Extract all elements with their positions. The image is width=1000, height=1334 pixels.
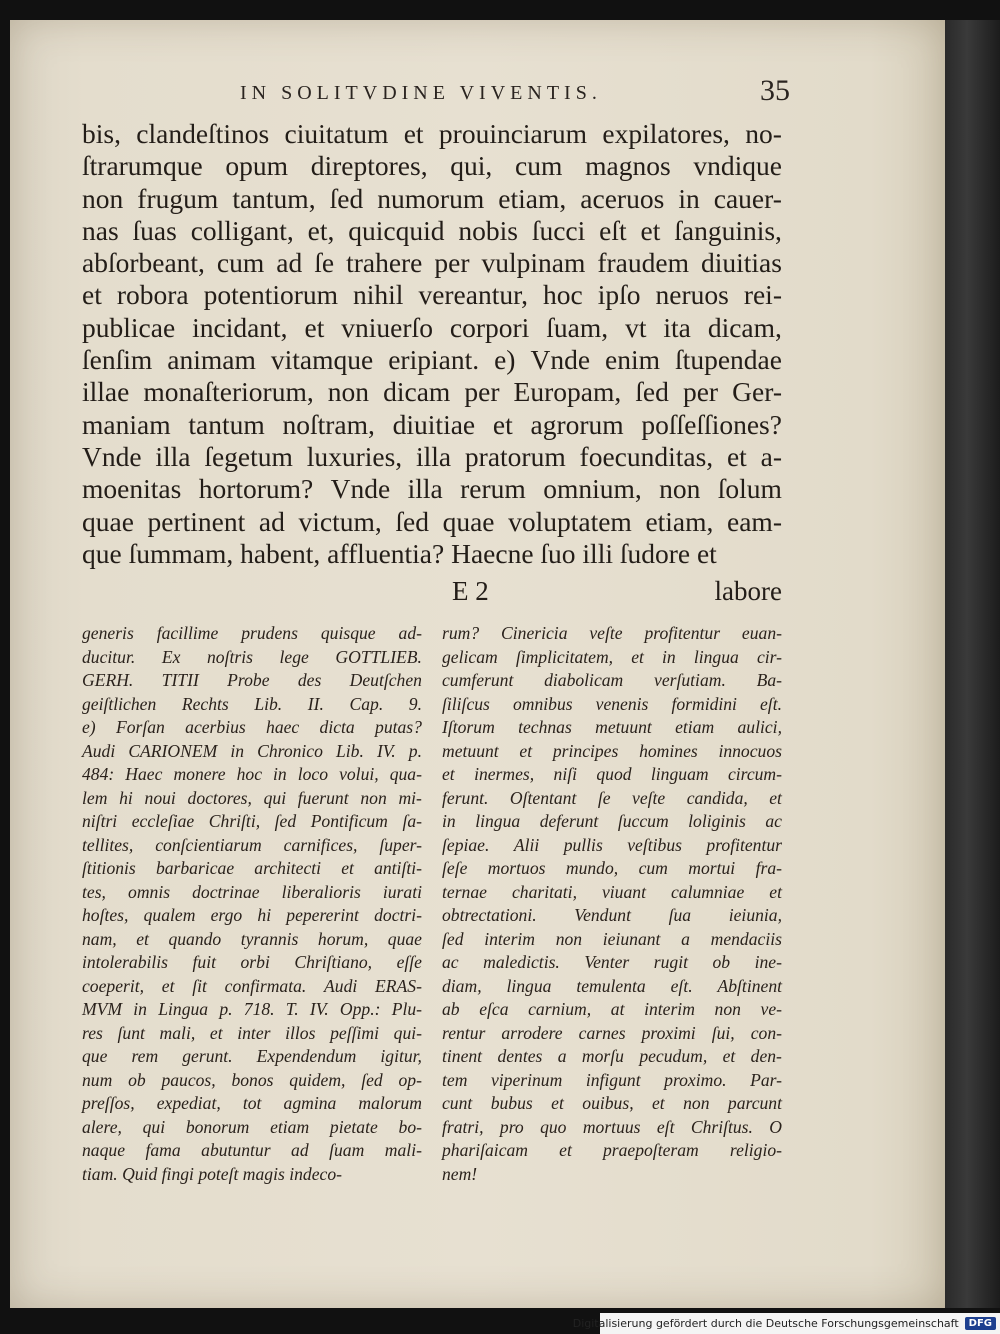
footnote-line: in lingua deferunt ſuccum loliginis ac <box>442 811 782 831</box>
text-line: non frugum tantum, ſed numorum etiam, aceruos in cauer- <box>82 182 782 214</box>
footnote-column-left <box>82 622 422 1186</box>
footnote-line: res ſunt mali, et inter illos peſſimi qui- <box>82 1022 422 1043</box>
footnote-line: ferunt. Oſtentant ſe veſte candida, et <box>442 787 782 808</box>
footnote-line: num ob paucos, bonos quidem, ſed op- <box>82 1069 422 1090</box>
text-line: maniam tantum noſtram, diuitiae et agrorum poſſeſſiones? <box>82 408 782 440</box>
footnote-line: ſed interim non ieiunant a mendaciis <box>442 928 782 949</box>
credit-text: Digitalisierung gefördert durch die Deutsche Forschungsgemeinschaft <box>572 1317 959 1330</box>
footnote-line: GERH. TITII Probe des Deutſchen <box>82 670 422 690</box>
text-line: bis, clandeſtinos ciuitatum et prouinciarum expilatores, no- <box>82 118 782 149</box>
footnote-line: obtrectationi. Vendunt ſua ieiunia, <box>442 905 782 925</box>
footnote-line: ac maledictis. Venter rugit ob ine- <box>442 952 782 972</box>
footnote-line: MVM in Lingua p. 718. T. IV. Opp.: Plu- <box>82 999 422 1019</box>
footnote-line: ternae charitati, viuant calumniae et <box>442 881 782 902</box>
footnote-line: Audi CARIONEM in Chronico Lib. IV. p. <box>82 740 422 761</box>
footnote-line: gelicam ſimplicitatem, et in lingua cir- <box>442 646 782 667</box>
footnote-line: nam, et quando tyrannis horum, quae <box>82 928 422 949</box>
footnote-line: tellites, conſcientiarum carnifices, ſuper- <box>82 834 422 855</box>
scan-edge <box>945 20 1000 1308</box>
footnote-line: cumferunt diabolicam verſutiam. Ba- <box>442 670 782 690</box>
text-line: moenitas hortorum? Vnde illa rerum omnium, non ſolum <box>82 473 782 505</box>
footnote-line: nem! <box>442 1163 478 1184</box>
footnote-line: diam, lingua temulenta eſt. Abſtinent <box>442 975 782 996</box>
digitization-credit-bar <box>572 1313 1000 1334</box>
footnote-line: e) Forſan acerbius haec dicta putas? <box>82 717 422 737</box>
footnote-line: phariſaicam et praepoſteram religio- <box>442 1140 782 1160</box>
running-title: IN SOLITVDINE VIVENTIS. <box>240 82 602 104</box>
footnote-line: coeperit, et ſit confirmata. Audi ERAS- <box>82 975 422 996</box>
footnote-line: rum? Cinericia veſte profitentur euan- <box>442 623 782 643</box>
footnote-line: Iſtorum technas metuunt etiam aulici, <box>442 717 782 737</box>
text-line: et robora potentiorum nihil vereantur, hoc ipſo neruos rei- <box>82 279 782 311</box>
footnote-line: 484: Haec monere hoc in loco volui, qua- <box>82 764 422 784</box>
footnote-line: ſtitionis barbaricae architecti et antiſti- <box>82 858 422 878</box>
text-line: quae pertinent ad victum, ſed quae voluptatem etiam, eam- <box>82 505 782 537</box>
text-line: nas ſuas colligant, et, quicquid nobis ſucci eſt et ſanguinis, <box>82 214 782 246</box>
footnote-line: hoſtes, qualem ergo hi pepererint doctri- <box>82 905 422 925</box>
footnote-line: fratri, pro quo mortuus eſt Chriſtus. O <box>442 1116 782 1137</box>
footnote-line: geiſtlichen Rechts Lib. II. Cap. 9. <box>82 693 422 714</box>
footnote-line: rentur arrodere carnes proximi ſui, con- <box>442 1022 782 1043</box>
footnote-line: tem viperinum infigunt proximo. Par- <box>442 1069 782 1090</box>
footnote-line: metuunt et principes homines innocuos <box>442 740 782 761</box>
footnote-line: ab eſca carnium, at interim non ve- <box>442 999 782 1019</box>
footnote-line: lem hi noui doctores, qui fuerunt non mi- <box>82 787 422 808</box>
page-header <box>240 74 790 114</box>
footnote-line: et inermes, niſi quod linguam circum- <box>442 764 782 784</box>
footnote-line: que rem gerunt. Expendendum igitur, <box>82 1046 422 1066</box>
text-line: ſtrarumque opum direptores, qui, cum magnos vndique <box>82 150 782 182</box>
catchword: labore <box>714 576 782 606</box>
text-line: Vnde illa ſegetum luxuries, illa pratorum foecunditas, et a- <box>82 440 782 472</box>
footnote-column-right <box>442 622 782 1186</box>
footnote-line: tiam. Quid fingi poteſt magis indeco- <box>82 1163 342 1184</box>
footnote-line: cunt bubus et ouibus, et non parcunt <box>442 1093 782 1113</box>
footnote-line: tinent dentes a morſu pecudum, et den- <box>442 1046 782 1066</box>
footnote-line: alere, qui bonorum etiam pietate bo- <box>82 1116 422 1137</box>
footnote-line: preſſos, expediat, tot agmina malorum <box>82 1093 422 1113</box>
footnote-line: intolerabilis fuit orbi Chriſtiano, eſſe <box>82 952 422 972</box>
main-text-block <box>82 118 782 570</box>
text-line: que ſummam, habent, affluentia? Haecne ſuo illi ſudore et <box>82 537 717 569</box>
footnote-line: ducitur. Ex noſtris lege GOTTLIEB. <box>82 646 422 667</box>
text-line: publicae incidant, et vniuerſo corpori ſuam, vt ita dicam, <box>82 311 782 343</box>
signature-row <box>82 576 782 610</box>
footnote-line: tes, omnis doctrinae liberalioris iurati <box>82 881 422 902</box>
text-line: illae monaſteriorum, non dicam per Europam, ſed per Ger- <box>82 376 782 408</box>
footnote-line: niſtri eccleſiae Chriſti, ſed Pontificum ſa- <box>82 811 422 831</box>
signature-mark: E 2 <box>452 576 489 606</box>
text-line: ſenſim animam vitamque eripiant. e) Vnde enim ſtupendae <box>82 344 782 376</box>
footnote-line: ſeſe mortuos mundo, cum mortui fra- <box>442 858 782 878</box>
footnote-line: ſepiae. Alii pullis veſtibus profitentur <box>442 834 782 855</box>
footnote-line: generis facillime prudens quisque ad- <box>82 623 422 643</box>
footnote-line: ſiliſcus omnibus venenis formidini eſt. <box>442 693 782 714</box>
dfg-logo: DFG <box>965 1317 996 1330</box>
footnote-line: naque fama abutuntur ad ſuam mali- <box>82 1140 422 1160</box>
text-line: abſorbeant, cum ad ſe trahere per vulpinam fraudem diuitias <box>82 247 782 279</box>
page-number: 35 <box>760 74 790 107</box>
